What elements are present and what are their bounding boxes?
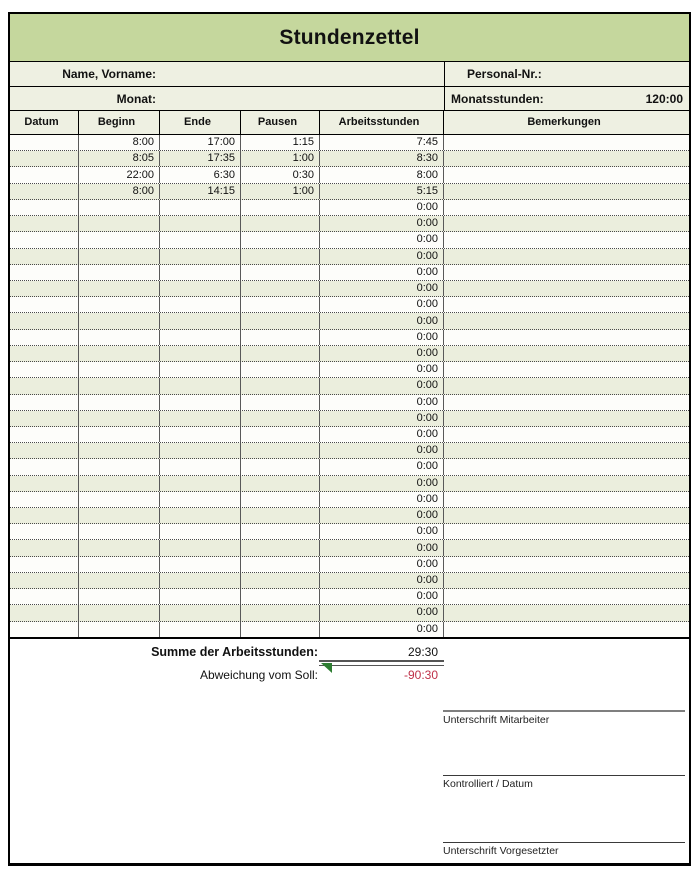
cell-arbeitsstunden[interactable]: 0:00 xyxy=(320,249,444,264)
cell-bemerkungen[interactable] xyxy=(444,232,689,247)
cell-beginn[interactable] xyxy=(79,330,160,345)
cell-ende[interactable]: 6:30 xyxy=(160,167,241,182)
cell-datum[interactable] xyxy=(10,443,79,458)
cell-datum[interactable] xyxy=(10,557,79,572)
cell-datum[interactable] xyxy=(10,281,79,296)
cell-pausen[interactable] xyxy=(241,605,320,620)
cell-arbeitsstunden[interactable]: 0:00 xyxy=(320,265,444,280)
cell-datum[interactable] xyxy=(10,167,79,182)
cell-bemerkungen[interactable] xyxy=(444,427,689,442)
cell-bemerkungen[interactable] xyxy=(444,378,689,393)
table-row xyxy=(10,313,689,329)
table-row xyxy=(10,459,689,475)
cell-pausen[interactable]: 1:00 xyxy=(241,184,320,199)
cell-ende[interactable] xyxy=(160,540,241,555)
cell-beginn[interactable]: 8:05 xyxy=(79,151,160,166)
cell-beginn[interactable] xyxy=(79,622,160,637)
cell-pausen[interactable] xyxy=(241,443,320,458)
cell-datum[interactable] xyxy=(10,492,79,507)
cell-bemerkungen[interactable] xyxy=(444,167,689,182)
cell-arbeitsstunden[interactable]: 0:00 xyxy=(320,346,444,361)
cell-arbeitsstunden[interactable]: 8:30 xyxy=(320,151,444,166)
cell-beginn[interactable] xyxy=(79,249,160,264)
cell-arbeitsstunden[interactable]: 0:00 xyxy=(320,232,444,247)
cell-beginn[interactable] xyxy=(79,395,160,410)
cell-beginn[interactable] xyxy=(79,557,160,572)
cell-bemerkungen[interactable] xyxy=(444,524,689,539)
signature-area xyxy=(443,639,685,863)
abweichung-row xyxy=(10,666,444,684)
cell-pausen[interactable] xyxy=(241,330,320,345)
cell-arbeitsstunden[interactable]: 0:00 xyxy=(320,362,444,377)
table-row xyxy=(10,297,689,313)
cell-bemerkungen[interactable] xyxy=(444,184,689,199)
table-header-row xyxy=(10,111,689,135)
cell-pausen[interactable] xyxy=(241,557,320,572)
cell-pausen[interactable] xyxy=(241,476,320,491)
cell-beginn[interactable] xyxy=(79,216,160,231)
cell-ende[interactable] xyxy=(160,378,241,393)
cell-bemerkungen[interactable] xyxy=(444,346,689,361)
column-header-arbeitsstunden: Arbeitsstunden xyxy=(320,111,444,134)
abweichung-value: -90:30 xyxy=(403,668,438,682)
monatsstunden-value[interactable]: 120:00 xyxy=(645,91,683,106)
column-header-pausen: Pausen xyxy=(241,111,320,134)
cell-pausen[interactable] xyxy=(241,524,320,539)
cell-ende[interactable] xyxy=(160,232,241,247)
cell-pausen[interactable]: 1:00 xyxy=(241,151,320,166)
cell-bemerkungen[interactable] xyxy=(444,622,689,637)
signature-block-vorgesetzter xyxy=(443,842,685,857)
table-row xyxy=(10,573,689,589)
cell-bemerkungen[interactable] xyxy=(444,135,689,150)
cell-ende[interactable] xyxy=(160,427,241,442)
cell-bemerkungen[interactable] xyxy=(444,297,689,312)
cell-ende[interactable] xyxy=(160,265,241,280)
table-row xyxy=(10,346,689,362)
cell-arbeitsstunden[interactable]: 0:00 xyxy=(320,443,444,458)
cell-beginn[interactable] xyxy=(79,589,160,604)
table-row xyxy=(10,622,689,637)
cell-bemerkungen[interactable] xyxy=(444,443,689,458)
cell-arbeitsstunden[interactable]: 0:00 xyxy=(320,459,444,474)
cell-beginn[interactable] xyxy=(79,524,160,539)
table-row xyxy=(10,524,689,540)
abweichung-label: Abweichung vom Soll: xyxy=(199,668,318,682)
cell-beginn[interactable] xyxy=(79,297,160,312)
cell-bemerkungen[interactable] xyxy=(444,362,689,377)
cell-ende[interactable]: 17:35 xyxy=(160,151,241,166)
signature-label: Unterschrift Vorgesetzter xyxy=(443,845,559,857)
cell-bemerkungen[interactable] xyxy=(444,573,689,588)
cell-pausen[interactable] xyxy=(241,200,320,215)
cell-arbeitsstunden[interactable]: 0:00 xyxy=(320,427,444,442)
cell-arbeitsstunden[interactable]: 0:00 xyxy=(320,605,444,620)
cell-pausen[interactable] xyxy=(241,459,320,474)
cell-beginn[interactable] xyxy=(79,492,160,507)
cell-bemerkungen[interactable] xyxy=(444,557,689,572)
cell-ende[interactable] xyxy=(160,557,241,572)
column-header-beginn: Beginn xyxy=(79,111,160,134)
cell-beginn[interactable] xyxy=(79,265,160,280)
cell-arbeitsstunden[interactable]: 0:00 xyxy=(320,281,444,296)
cell-datum[interactable] xyxy=(10,216,79,231)
cell-ende[interactable] xyxy=(160,313,241,328)
table-row xyxy=(10,427,689,443)
cell-bemerkungen[interactable] xyxy=(444,476,689,491)
cell-datum[interactable] xyxy=(10,265,79,280)
cell-beginn[interactable] xyxy=(79,508,160,523)
cell-pausen[interactable] xyxy=(241,216,320,231)
cell-datum[interactable] xyxy=(10,605,79,620)
cell-pausen[interactable] xyxy=(241,589,320,604)
name-cell[interactable] xyxy=(10,62,444,86)
cell-pausen[interactable] xyxy=(241,492,320,507)
cell-arbeitsstunden[interactable]: 0:00 xyxy=(320,395,444,410)
cell-pausen[interactable] xyxy=(241,622,320,637)
cell-pausen[interactable] xyxy=(241,508,320,523)
cell-datum[interactable] xyxy=(10,411,79,426)
cell-arbeitsstunden[interactable]: 8:00 xyxy=(320,167,444,182)
cell-pausen[interactable] xyxy=(241,411,320,426)
cell-beginn[interactable] xyxy=(79,573,160,588)
cell-datum[interactable] xyxy=(10,135,79,150)
cell-ende[interactable] xyxy=(160,508,241,523)
cell-ende[interactable] xyxy=(160,476,241,491)
cell-bemerkungen[interactable] xyxy=(444,492,689,507)
cell-bemerkungen[interactable] xyxy=(444,216,689,231)
cell-ende[interactable] xyxy=(160,249,241,264)
cell-pausen[interactable]: 0:30 xyxy=(241,167,320,182)
cell-arbeitsstunden[interactable]: 0:00 xyxy=(320,540,444,555)
cell-beginn[interactable] xyxy=(79,378,160,393)
cell-arbeitsstunden[interactable]: 0:00 xyxy=(320,330,444,345)
table-row xyxy=(10,378,689,394)
cell-datum[interactable] xyxy=(10,540,79,555)
cell-datum[interactable] xyxy=(10,524,79,539)
cell-datum[interactable] xyxy=(10,330,79,345)
cell-datum[interactable] xyxy=(10,313,79,328)
cell-datum[interactable] xyxy=(10,622,79,637)
table-row xyxy=(10,557,689,573)
cell-beginn[interactable] xyxy=(79,605,160,620)
cell-ende[interactable] xyxy=(160,346,241,361)
cell-datum[interactable] xyxy=(10,184,79,199)
cell-pausen[interactable] xyxy=(241,427,320,442)
cell-arbeitsstunden[interactable]: 0:00 xyxy=(320,200,444,215)
cell-beginn[interactable] xyxy=(79,362,160,377)
cell-bemerkungen[interactable] xyxy=(444,540,689,555)
cell-datum[interactable] xyxy=(10,297,79,312)
table-row xyxy=(10,200,689,216)
cell-beginn[interactable] xyxy=(79,232,160,247)
cell-beginn[interactable] xyxy=(79,313,160,328)
cell-datum[interactable] xyxy=(10,589,79,604)
cell-beginn[interactable] xyxy=(79,346,160,361)
cell-beginn[interactable] xyxy=(79,443,160,458)
cell-pausen[interactable] xyxy=(241,378,320,393)
cell-bemerkungen[interactable] xyxy=(444,508,689,523)
signature-block-mitarbeiter xyxy=(443,710,685,726)
cell-ende[interactable]: 14:15 xyxy=(160,184,241,199)
table-row xyxy=(10,330,689,346)
table-row xyxy=(10,151,689,167)
table-row xyxy=(10,362,689,378)
table-row xyxy=(10,411,689,427)
table-row xyxy=(10,281,689,297)
column-header-bemerkungen: Bemerkungen xyxy=(527,116,601,128)
cell-beginn[interactable] xyxy=(79,281,160,296)
monat-cell[interactable] xyxy=(10,87,444,110)
table-row xyxy=(10,265,689,281)
column-header-datum: Datum xyxy=(10,111,79,134)
cell-bemerkungen[interactable] xyxy=(444,151,689,166)
cell-pausen[interactable] xyxy=(241,249,320,264)
cell-pausen[interactable] xyxy=(241,232,320,247)
cell-datum[interactable] xyxy=(10,151,79,166)
cell-bemerkungen[interactable] xyxy=(444,605,689,620)
table-row xyxy=(10,184,689,200)
cell-datum[interactable] xyxy=(10,200,79,215)
cell-pausen[interactable] xyxy=(241,346,320,361)
cell-bemerkungen[interactable] xyxy=(444,330,689,345)
table-row xyxy=(10,216,689,232)
table-row xyxy=(10,232,689,248)
cell-beginn[interactable] xyxy=(79,476,160,491)
signature-block-kontrolliert xyxy=(443,775,685,790)
column-header-ende: Ende xyxy=(160,111,241,134)
cell-datum[interactable] xyxy=(10,459,79,474)
table-row xyxy=(10,508,689,524)
summe-label: Summe der Arbeitsstunden: xyxy=(151,644,318,659)
cell-arbeitsstunden[interactable]: 0:00 xyxy=(320,557,444,572)
cell-bemerkungen[interactable] xyxy=(444,200,689,215)
cell-ende[interactable] xyxy=(160,573,241,588)
cell-arbeitsstunden[interactable]: 0:00 xyxy=(320,622,444,637)
cell-pausen[interactable] xyxy=(241,265,320,280)
monat-label: Monat: xyxy=(116,91,156,106)
cell-ende[interactable] xyxy=(160,297,241,312)
cell-datum[interactable] xyxy=(10,378,79,393)
cell-datum[interactable] xyxy=(10,346,79,361)
cell-pausen[interactable]: 1:15 xyxy=(241,135,320,150)
cell-arbeitsstunden[interactable]: 0:00 xyxy=(320,573,444,588)
cell-bemerkungen[interactable] xyxy=(444,265,689,280)
table-row xyxy=(10,395,689,411)
signature-label: Kontrolliert / Datum xyxy=(443,778,533,790)
cell-datum[interactable] xyxy=(10,476,79,491)
cell-pausen[interactable] xyxy=(241,313,320,328)
cell-arbeitsstunden[interactable]: 0:00 xyxy=(320,216,444,231)
cell-beginn[interactable] xyxy=(79,411,160,426)
cell-ende[interactable] xyxy=(160,622,241,637)
cell-beginn[interactable] xyxy=(79,200,160,215)
cell-ende[interactable] xyxy=(160,589,241,604)
cell-arbeitsstunden[interactable]: 0:00 xyxy=(320,378,444,393)
cell-ende[interactable] xyxy=(160,330,241,345)
cell-ende[interactable] xyxy=(160,492,241,507)
monat-row xyxy=(10,87,689,111)
cell-beginn[interactable] xyxy=(79,427,160,442)
summary-section xyxy=(10,637,689,863)
table-row xyxy=(10,135,689,151)
cell-ende[interactable]: 17:00 xyxy=(160,135,241,150)
cell-pausen[interactable] xyxy=(241,540,320,555)
monatsstunden-label: Monatsstunden: xyxy=(451,91,544,106)
cell-ende[interactable] xyxy=(160,362,241,377)
table-row xyxy=(10,476,689,492)
cell-ende[interactable] xyxy=(160,281,241,296)
cell-beginn[interactable]: 22:00 xyxy=(79,167,160,182)
cell-pausen[interactable] xyxy=(241,362,320,377)
name-label: Name, Vorname: xyxy=(62,67,156,81)
monatsstunden-cell xyxy=(444,87,689,110)
cell-datum[interactable] xyxy=(10,427,79,442)
cell-arbeitsstunden[interactable]: 0:00 xyxy=(320,411,444,426)
timesheet-sheet xyxy=(8,12,691,866)
table-row xyxy=(10,589,689,605)
cell-bemerkungen[interactable] xyxy=(444,249,689,264)
cell-ende[interactable] xyxy=(160,216,241,231)
cell-arbeitsstunden[interactable]: 0:00 xyxy=(320,589,444,604)
cell-beginn[interactable] xyxy=(79,540,160,555)
cell-bemerkungen[interactable] xyxy=(444,411,689,426)
cell-datum[interactable] xyxy=(10,249,79,264)
table-row xyxy=(10,167,689,183)
cell-arbeitsstunden[interactable]: 5:15 xyxy=(320,184,444,199)
page-title: Stundenzettel xyxy=(279,25,420,49)
cell-ende[interactable] xyxy=(160,395,241,410)
cell-datum[interactable] xyxy=(10,508,79,523)
personal-nr-cell[interactable] xyxy=(444,62,689,86)
cell-beginn[interactable]: 8:00 xyxy=(79,135,160,150)
cell-ende[interactable] xyxy=(160,200,241,215)
cell-bemerkungen[interactable] xyxy=(444,395,689,410)
table-row xyxy=(10,540,689,556)
cell-bemerkungen[interactable] xyxy=(444,281,689,296)
cell-arbeitsstunden[interactable]: 0:00 xyxy=(320,492,444,507)
signature-label: Unterschrift Mitarbeiter xyxy=(443,714,550,726)
cell-beginn[interactable] xyxy=(79,459,160,474)
cell-ende[interactable] xyxy=(160,524,241,539)
cell-bemerkungen[interactable] xyxy=(444,313,689,328)
cell-ende[interactable] xyxy=(160,459,241,474)
cell-pausen[interactable] xyxy=(241,281,320,296)
cell-bemerkungen[interactable] xyxy=(444,589,689,604)
name-row xyxy=(10,62,689,87)
title-banner xyxy=(10,14,689,62)
summe-value: 29:30 xyxy=(407,644,438,659)
cell-arbeitsstunden[interactable]: 0:00 xyxy=(320,508,444,523)
table-row xyxy=(10,249,689,265)
cell-ende[interactable] xyxy=(160,605,241,620)
cell-pausen[interactable] xyxy=(241,297,320,312)
timesheet-body xyxy=(10,135,689,637)
table-row xyxy=(10,443,689,459)
cell-pausen[interactable] xyxy=(241,573,320,588)
cell-datum[interactable] xyxy=(10,573,79,588)
cell-arbeitsstunden[interactable]: 0:00 xyxy=(320,297,444,312)
personal-nr-label: Personal-Nr.: xyxy=(467,67,542,81)
cell-bemerkungen[interactable] xyxy=(444,459,689,474)
cell-datum[interactable] xyxy=(10,395,79,410)
cell-arbeitsstunden[interactable]: 0:00 xyxy=(320,313,444,328)
cell-arbeitsstunden[interactable]: 7:45 xyxy=(320,135,444,150)
cell-pausen[interactable] xyxy=(241,395,320,410)
summe-row xyxy=(10,643,444,660)
cell-arbeitsstunden[interactable]: 0:00 xyxy=(320,476,444,491)
table-row xyxy=(10,605,689,621)
cell-ende[interactable] xyxy=(160,443,241,458)
cell-datum[interactable] xyxy=(10,362,79,377)
cell-arbeitsstunden[interactable]: 0:00 xyxy=(320,524,444,539)
cell-beginn[interactable]: 8:00 xyxy=(79,184,160,199)
table-row xyxy=(10,492,689,508)
cell-ende[interactable] xyxy=(160,411,241,426)
cell-datum[interactable] xyxy=(10,232,79,247)
